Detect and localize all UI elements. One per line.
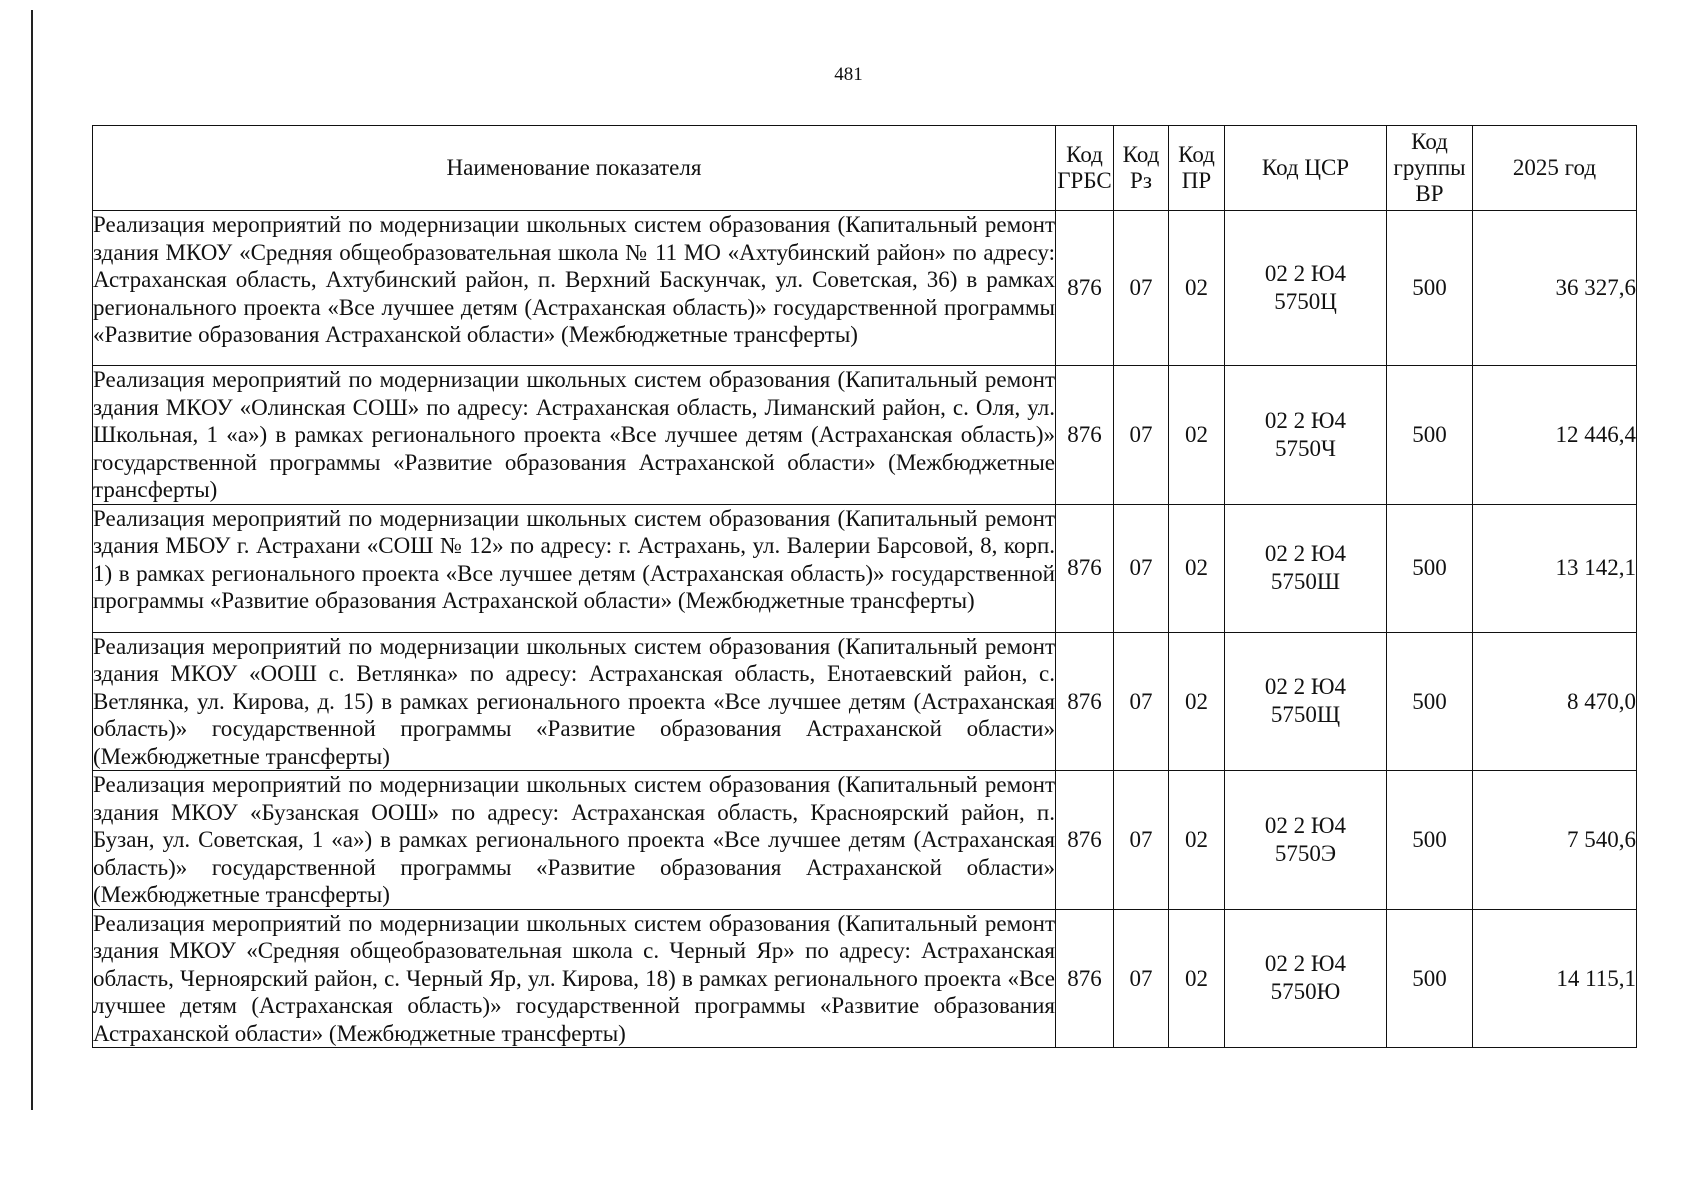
row-vr-cell: [1387, 366, 1473, 505]
row-vr-vr: 500: [1412, 555, 1447, 581]
row-rz-cell: [1114, 632, 1169, 771]
row-vr-cell: [1387, 211, 1473, 366]
row-grbs-cell: [1056, 771, 1114, 910]
header-year: [1473, 126, 1637, 211]
row-csr-cell: [1225, 504, 1387, 632]
row-csr-csr-line1: 02 2 Ю4: [1264, 674, 1347, 700]
row-rz-rz: 07: [1129, 965, 1153, 991]
row-name-cell: [93, 211, 1056, 366]
row-csr-csr-line2: 5750Ц: [1274, 289, 1337, 314]
row-vr-vr: 500: [1412, 965, 1447, 991]
row-rz-rz: 07: [1129, 827, 1153, 852]
row-pr-cell: [1169, 366, 1225, 505]
row-name-cell: [93, 366, 1056, 505]
row-vr-vr: 500: [1412, 827, 1447, 852]
row-pr-pr: 02: [1185, 688, 1208, 714]
row-grbs-cell: [1056, 504, 1114, 632]
row-amount-cell: [1473, 909, 1637, 1048]
row-name-name: Реализация мероприятий по модернизации школьных систем образования (Капитальный ремонт здания МБОУ г. Астрахани «СОШ № 12» по адресу: г. Астрахань, ул. Валерии Барсовой, 8, корп. 1) в рамках регионального проекта «Все лучшее детям (Астраханская область)» государственной программы «Развитие образования Астраханской области» (Межбюджетные трансферты): [93, 505, 1055, 613]
row-csr-csr-line1: 02 2 Ю4: [1264, 951, 1347, 977]
header-rz-line2: Рз: [1130, 168, 1152, 193]
row-rz-cell: [1114, 211, 1169, 366]
row-rz-cell: [1114, 909, 1169, 1048]
row-pr-cell: [1169, 771, 1225, 910]
row-name-name: Реализация мероприятий по модернизации школьных систем образования (Капитальный ремонт здания МКОУ «Средняя общеобразовательная школа с. Черный Яр» по адресу: Астраханская область, Черноярский район, с. Черный Яр, ул. Кирова, 18) в рамках регионального проекта «Все лучшее детям (Астраханская область)» государственной программы «Развитие образования Астраханской области» (Межбюджетные трансферты): [93, 910, 1055, 1046]
row-grbs-cell: [1056, 366, 1114, 505]
table-row: [93, 771, 1637, 910]
row-amount-amount: 13 142,1: [1555, 555, 1636, 581]
row-amount-cell: [1473, 632, 1637, 771]
row-csr-csr-line1: 02 2 Ю4: [1264, 261, 1347, 286]
row-amount-amount: 7 540,6: [1567, 827, 1636, 852]
header-vr-line1: Код: [1411, 129, 1448, 154]
header-year-label: 2025 год: [1512, 155, 1597, 180]
left-margin-rule: [31, 10, 33, 1110]
row-pr-cell: [1169, 211, 1225, 366]
row-name-name: Реализация мероприятий по модернизации школьных систем образования (Капитальный ремонт здания МКОУ «Средняя общеобразовательная школа № 11 МО «Ахтубинский район» по адресу: Астраханская область, Ахтубинский район, п. Верхний Баскунчак, ул. Советская, 36) в рамках регионального проекта «Все лучшее детям (Астраханская область)» государственной программы «Развитие образования Астраханской области» (Межбюджетные трансферты): [93, 212, 1055, 347]
row-csr-cell: [1225, 771, 1387, 910]
row-pr-cell: [1169, 909, 1225, 1048]
table-header: [93, 126, 1637, 211]
header-vr-line2: группы: [1393, 155, 1466, 180]
row-vr-vr: 500: [1412, 275, 1447, 301]
row-pr-pr: 02: [1185, 275, 1208, 301]
header-rz: [1114, 126, 1169, 211]
row-vr-cell: [1387, 504, 1473, 632]
row-grbs-cell: [1056, 909, 1114, 1048]
row-grbs-cell: [1056, 632, 1114, 771]
row-pr-pr: 02: [1185, 827, 1208, 852]
row-csr-cell: [1225, 211, 1387, 366]
header-grbs: [1056, 126, 1114, 211]
row-rz-cell: [1114, 366, 1169, 505]
row-csr-csr-line2: 5750Ш: [1270, 569, 1341, 594]
row-amount-amount: 12 446,4: [1555, 422, 1636, 447]
row-vr-cell: [1387, 771, 1473, 910]
row-grbs-cell: [1056, 211, 1114, 366]
row-pr-pr: 02: [1185, 422, 1208, 447]
row-rz-cell: [1114, 504, 1169, 632]
row-pr-cell: [1169, 632, 1225, 771]
row-grbs-grbs: 876: [1067, 555, 1102, 581]
row-csr-csr-line2: 5750Э: [1274, 840, 1337, 866]
header-csr: [1225, 126, 1387, 211]
header-grbs-line2: ГРБС: [1057, 168, 1112, 193]
table-row: [93, 632, 1637, 771]
row-csr-csr-line2: 5750Ю: [1270, 979, 1341, 1005]
row-name-name: Реализация мероприятий по модернизации школьных систем образования (Капитальный ремонт здания МКОУ «Бузанская ООШ» по адресу: Астраханская область, Красноярский район, п. Бузан, ул. Советская, 1 «а») в рамках регионального проекта «Все лучшее детям (Астраханская область)» государственной программы «Развитие образования Астраханской области» (Межбюджетные трансферты): [93, 772, 1055, 907]
row-amount-amount: 8 470,0: [1567, 688, 1636, 714]
header-rz-line1: Код: [1122, 142, 1160, 167]
row-rz-rz: 07: [1129, 555, 1153, 581]
table-row: [93, 504, 1637, 632]
row-vr-vr: 500: [1412, 688, 1447, 714]
header-vr-line3: ВР: [1415, 181, 1444, 206]
row-amount-cell: [1473, 504, 1637, 632]
row-grbs-grbs: 876: [1067, 275, 1102, 301]
header-grbs-line1: Код: [1066, 142, 1103, 167]
row-rz-rz: 07: [1129, 275, 1153, 301]
row-csr-csr-line2: 5750Щ: [1270, 702, 1341, 728]
row-vr-cell: [1387, 909, 1473, 1048]
row-csr-cell: [1225, 366, 1387, 505]
row-name-cell: [93, 632, 1056, 771]
table-row: [93, 366, 1637, 505]
row-grbs-grbs: 876: [1067, 965, 1102, 991]
row-vr-vr: 500: [1412, 422, 1447, 447]
header-row: [93, 126, 1637, 211]
row-amount-cell: [1473, 366, 1637, 505]
row-amount-cell: [1473, 771, 1637, 910]
row-csr-csr-line1: 02 2 Ю4: [1264, 812, 1347, 838]
row-pr-pr: 02: [1185, 965, 1208, 991]
row-grbs-grbs: 876: [1067, 688, 1102, 714]
row-rz-rz: 07: [1129, 688, 1153, 714]
header-pr-line1: Код: [1178, 142, 1215, 167]
table-row: [93, 909, 1637, 1048]
row-vr-cell: [1387, 632, 1473, 771]
row-rz-cell: [1114, 771, 1169, 910]
page-number: 481: [834, 64, 863, 85]
row-csr-csr-line1: 02 2 Ю4: [1264, 407, 1347, 433]
header-pr: [1169, 126, 1225, 211]
header-name-label: Наименование показателя: [446, 155, 702, 180]
row-pr-pr: 02: [1185, 555, 1208, 581]
budget-table: [92, 125, 1637, 1048]
row-amount-amount: 36 327,6: [1555, 275, 1636, 301]
row-name-name: Реализация мероприятий по модернизации школьных систем образования (Капитальный ремонт здания МКОУ «ООШ с. Ветлянка» по адресу: Астраханская область, Енотаевский район, с. Ветлянка, ул. Кирова, д. 15) в рамках регионального проекта «Все лучшее детям (Астраханская область)» государственной программы «Развитие образования Астраханской области» (Межбюджетные трансферты): [93, 633, 1055, 769]
row-grbs-grbs: 876: [1067, 827, 1102, 852]
row-rz-rz: 07: [1129, 422, 1153, 447]
row-amount-amount: 14 115,1: [1556, 965, 1636, 991]
header-vr: [1387, 126, 1473, 211]
row-name-cell: [93, 771, 1056, 910]
table-row: [93, 211, 1637, 366]
header-name: [93, 126, 1056, 211]
row-name-cell: [93, 909, 1056, 1048]
row-name-cell: [93, 504, 1056, 632]
row-csr-csr-line2: 5750Ч: [1275, 435, 1336, 461]
row-csr-cell: [1225, 632, 1387, 771]
table-body: [93, 211, 1637, 1048]
header-pr-line2: ПР: [1181, 168, 1212, 193]
row-csr-csr-line1: 02 2 Ю4: [1264, 541, 1347, 566]
row-amount-cell: [1473, 211, 1637, 366]
row-name-name: Реализация мероприятий по модернизации школьных систем образования (Капитальный ремонт здания МКОУ «Олинская СОШ» по адресу: Астраханская область, Лиманский район, с. Оля, ул. Школьная, 1 «а») в рамках регионального проекта «Все лучшее детям (Астраханская область)» государственной программы «Развитие образования Астраханской области» (Межбюджетные трансферты): [93, 367, 1055, 502]
header-csr-label: Код ЦСР: [1261, 155, 1350, 180]
row-csr-cell: [1225, 909, 1387, 1048]
row-pr-cell: [1169, 504, 1225, 632]
row-grbs-grbs: 876: [1067, 422, 1102, 447]
